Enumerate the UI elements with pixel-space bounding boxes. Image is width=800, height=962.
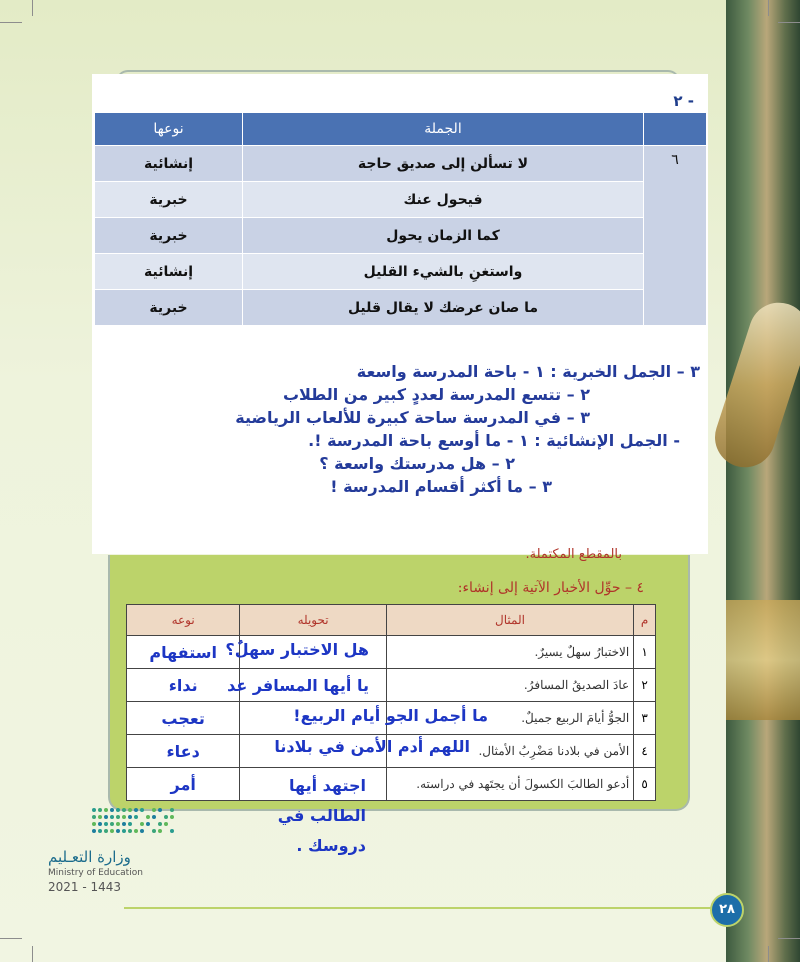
logo-dot bbox=[128, 829, 132, 833]
example-cell: الأمن في بلادنا مَضْرِبُ الأمثال. bbox=[386, 735, 633, 768]
sentence-cell: لا تسألن إلى صديق حاجة bbox=[243, 146, 644, 182]
header-transform: تحويله bbox=[240, 605, 387, 636]
logo-dot bbox=[158, 808, 162, 812]
type-cell: خبرية bbox=[95, 182, 243, 218]
sentence-cell: ما صان عرضك لا يقال قليل bbox=[243, 290, 644, 326]
logo-dot bbox=[110, 822, 114, 826]
table-row bbox=[127, 636, 656, 669]
logo-dot bbox=[170, 829, 174, 833]
answer-line: ٢ – هل مدرستك واسعة ؟ bbox=[319, 454, 515, 473]
row-number: ٢ bbox=[634, 669, 656, 702]
ministry-name-ar: وزارة التعـليم bbox=[48, 848, 131, 866]
answer-transform: اجتهد أيها الطالب في دروسك . bbox=[277, 776, 366, 855]
row-number: ٦ bbox=[644, 146, 707, 326]
table-header-row bbox=[127, 605, 656, 636]
table-row bbox=[127, 669, 656, 702]
answer-transform: يا أيها المسافر عد bbox=[227, 676, 369, 695]
example-cell: عادَ الصديقُ المسافرُ. bbox=[386, 669, 633, 702]
crop-mark bbox=[32, 946, 33, 962]
answer-line: ٣ – ما أكثر أقسام المدرسة ! bbox=[330, 477, 552, 496]
answer-transform: اللهم أدم الأمن في بلادنا bbox=[274, 737, 470, 756]
type-cell: أمر bbox=[127, 768, 240, 801]
logo-dot bbox=[122, 822, 126, 826]
answer-line: - الجمل الإنشائية : ١ - ما أوسع باحة المدرسة !. bbox=[308, 431, 680, 450]
logo-dot bbox=[98, 822, 102, 826]
logo-dot bbox=[104, 815, 108, 819]
sentence-cell: كما الزمان يحول bbox=[243, 218, 644, 254]
row-number: ١ bbox=[634, 636, 656, 669]
type-cell: خبرية bbox=[95, 290, 243, 326]
logo-dot bbox=[140, 808, 144, 812]
header-example: المثال bbox=[386, 605, 633, 636]
crop-mark bbox=[768, 946, 769, 962]
type-cell: إنشائية bbox=[95, 146, 243, 182]
logo-dot bbox=[152, 808, 156, 812]
logo-dot bbox=[104, 822, 108, 826]
logo-dot bbox=[110, 829, 114, 833]
logo-dot bbox=[158, 829, 162, 833]
table-row bbox=[95, 218, 707, 254]
logo-dot bbox=[92, 822, 96, 826]
sentence-cell: فيحول عنك bbox=[243, 182, 644, 218]
logo-dot bbox=[140, 822, 144, 826]
table-row bbox=[95, 254, 707, 290]
logo-dot bbox=[140, 829, 144, 833]
crop-mark bbox=[778, 22, 800, 23]
table-header-row bbox=[95, 113, 707, 146]
header-sentence: الجملة bbox=[243, 113, 644, 146]
logo-dot bbox=[98, 808, 102, 812]
logo-dot bbox=[98, 829, 102, 833]
row-number: ٥ bbox=[634, 768, 656, 801]
example-cell: أدعو الطالبَ الكسولَ أن يجتَهد في دراسته. bbox=[386, 768, 633, 801]
row-number: ٣ bbox=[634, 702, 656, 735]
answer-transform: هل الاختبار سهلٌ؟ bbox=[225, 640, 369, 659]
header-type: نوعه bbox=[127, 605, 240, 636]
logo-dot bbox=[116, 808, 120, 812]
logo-dot bbox=[104, 829, 108, 833]
transform-table bbox=[126, 604, 656, 801]
sentence-cell: واستغنِ بالشيء القليل bbox=[243, 254, 644, 290]
logo-dot bbox=[122, 808, 126, 812]
logo-dot bbox=[110, 808, 114, 812]
logo-dot bbox=[152, 815, 156, 819]
logo-dot bbox=[134, 815, 138, 819]
question-number: ٢ - bbox=[673, 92, 694, 110]
header-num bbox=[644, 113, 707, 146]
logo-dot bbox=[134, 829, 138, 833]
logo-dot bbox=[152, 829, 156, 833]
logo-dot bbox=[128, 815, 132, 819]
section3-answers bbox=[150, 360, 700, 498]
header-type: نوعها bbox=[95, 113, 243, 146]
partial-text: بالمقطع المكتملة. bbox=[525, 547, 622, 562]
logo-dot bbox=[158, 822, 162, 826]
sentence-type-table bbox=[94, 112, 707, 326]
logo-dot bbox=[116, 815, 120, 819]
row-number: ٤ bbox=[634, 735, 656, 768]
type-cell: تعجب bbox=[127, 702, 240, 735]
crop-mark bbox=[0, 938, 22, 939]
answer-line: ٣ – الجمل الخبرية : ١ - باحة المدرسة واسعة bbox=[356, 362, 700, 381]
logo-dot bbox=[164, 815, 168, 819]
logo-dot bbox=[92, 829, 96, 833]
logo-dot bbox=[134, 808, 138, 812]
decorative-band bbox=[726, 600, 800, 720]
logo-dot bbox=[146, 815, 150, 819]
page-number: ٢٨ bbox=[710, 893, 744, 927]
question-4-title: ٤ – حوِّل الأخبار الآتية إلى إنشاء: bbox=[457, 580, 644, 596]
answer-transform: ما أجمل الجو أيام الربيع! bbox=[293, 706, 488, 725]
type-cell: دعاء bbox=[127, 735, 240, 768]
crop-mark bbox=[0, 22, 22, 23]
crop-mark bbox=[778, 938, 800, 939]
crop-mark bbox=[32, 0, 33, 16]
logo-dot bbox=[122, 829, 126, 833]
logo-dot bbox=[146, 822, 150, 826]
logo-dot bbox=[128, 808, 132, 812]
header-num: م bbox=[634, 605, 656, 636]
table-row bbox=[95, 290, 707, 326]
type-cell: نداء bbox=[127, 669, 240, 702]
answer-line: ٣ – في المدرسة ساحة كبيرة للألعاب الرياضية bbox=[235, 408, 590, 427]
decorative-photo bbox=[726, 0, 800, 962]
logo-dot bbox=[122, 815, 126, 819]
logo-dot bbox=[164, 822, 168, 826]
answer-line: ٢ – تتسع المدرسة لعددٍ كبير من الطلاب bbox=[282, 385, 590, 404]
logo-dot bbox=[128, 822, 132, 826]
ministry-name-en: Ministry of Education bbox=[48, 868, 143, 878]
logo-dot bbox=[92, 815, 96, 819]
edition-year: 2021 - 1443 bbox=[48, 880, 122, 894]
logo-dot bbox=[98, 815, 102, 819]
logo-dot bbox=[116, 822, 120, 826]
example-cell: الاختبارُ سهلٌ يسيرٌ. bbox=[386, 636, 633, 669]
logo-dot bbox=[104, 808, 108, 812]
logo-dot bbox=[116, 829, 120, 833]
logo-dot bbox=[170, 815, 174, 819]
logo-dot bbox=[170, 808, 174, 812]
type-cell: إنشائية bbox=[95, 254, 243, 290]
crop-mark bbox=[768, 0, 769, 16]
footer-divider bbox=[124, 907, 712, 909]
table-row bbox=[127, 768, 656, 801]
table-row bbox=[95, 146, 707, 182]
type-cell: خبرية bbox=[95, 218, 243, 254]
logo-dot bbox=[110, 815, 114, 819]
type-cell: استفهام bbox=[127, 636, 240, 669]
example-cell: الجوُّ أيامَ الربيع جميلٌ. bbox=[386, 702, 633, 735]
ministry-logo-icon bbox=[92, 808, 184, 840]
table-row bbox=[95, 182, 707, 218]
logo-dot bbox=[92, 808, 96, 812]
